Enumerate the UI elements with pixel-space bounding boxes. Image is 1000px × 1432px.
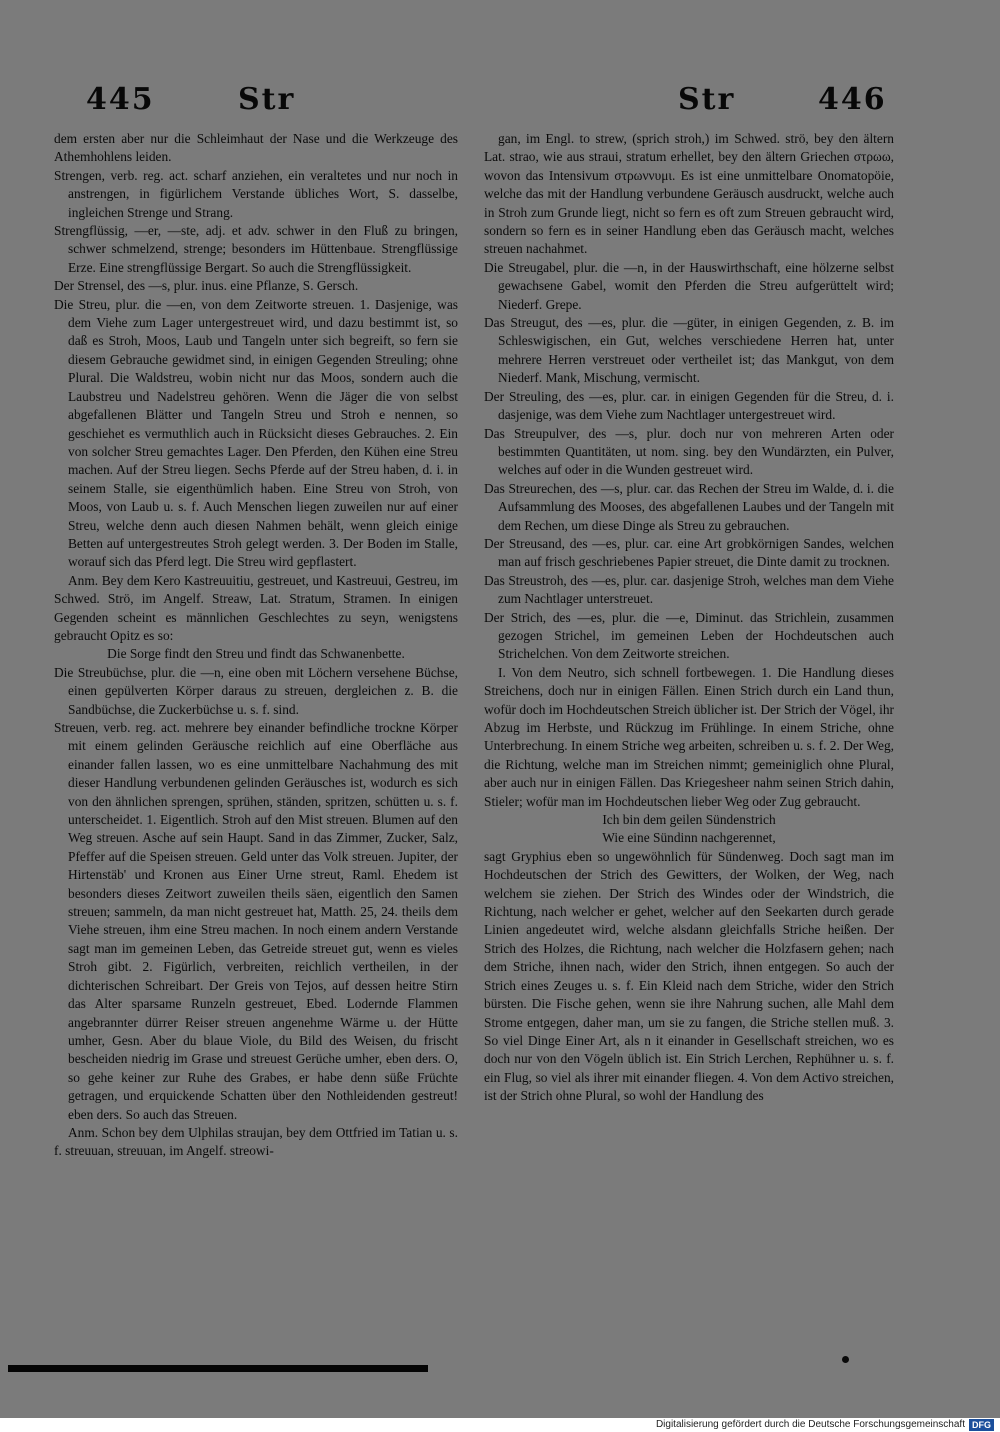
dfg-logo[interactable]: DFG	[969, 1419, 994, 1431]
paragraph: Strengflüssig, —er, —ste, adj. et adv. schwer in den Fluß zu bringen, schwer schmelzend, strenge; besonders im Hüttenbaue. Strengflüssige Erze. Eine strengflüssige Bergart. So auch die Strengflüssigkeit.	[54, 223, 458, 275]
paragraph: Das Streupulver, des —s, plur. doch nur von mehreren Arten oder bestimmten Quantitäten, ut nom. sing. bey den Wundärzten, ein Pulver, welches auf oder in die Wunden gestreuet wird.	[484, 425, 894, 478]
paragraph: Der Strensel, des —s, plur. inus. eine Pflanze, S. Gersch.	[54, 278, 359, 294]
paragraph: Der Streuling, des —es, plur. car. in einigen Gegenden für die Streu, d. i. dasjenige, was dem Viehe zum Nachtlager untergestreuet wird.	[484, 388, 894, 423]
paragraph: Anm. Bey dem Kero Kastreuuitiu, gestreuet, und Kastreuui, Gestreu, im Schwed. Strö, im Angelf. Streaw, Lat. Stratum, Stramen. In einigen Gegenden scheint es männlichen Geschlechtes zu seyn, wenigstens gebraucht Opitz es so:	[54, 572, 458, 643]
print-rule	[8, 1365, 428, 1372]
paragraph: Die Streugabel, plur. die —n, in der Hauswirthschaft, eine hölzerne selbst gewachsene Gabel, womit den Pferden die Streu aufgerüttelt wird; Niederf. Grepe.	[484, 259, 894, 312]
page-number-left: 445	[86, 82, 155, 117]
footer	[656, 1418, 994, 1432]
paragraph: Das Streurechen, des —s, plur. car. das Rechen der Streu im Walde, d. i. die Aufsammlung des Mooses, des abgefallenen Laubes und der Tangeln mit dem Rechen, um diese Dinge als Streu zu gebrauchen.	[484, 480, 894, 533]
paragraph: dem ersten aber nur die Schleimhaut der Nase und die Werkzeuge des Athemhohlens leiden.	[54, 131, 458, 165]
paragraph: I. Von dem Neutro, sich schnell fortbewegen. 1. Die Handlung dieses Streichens, doch nur in einigen Fällen. Einen Strich durch ein Land thun, wofür doch im Hochdeutschen Streich üblicher ist. Der Strich der Vögel, ihr Abzug im Herbste, und Rückzug im Frühlinge. In einem Striche, ohne Unterbrechung. In einem Striche weg arbeiten, schreiben u. s. f. 2. Der Weg, die Richtung, welche man im Streichen nimmt; gemeiniglich ohne Plural, aber auch nur in einigen Fällen. Das Kriegesheer nahm seinen Strich dahin, Stieler; wofür man im Hochdeutschen lieber Weg oder Zug gebraucht.	[484, 664, 894, 809]
paragraph: Der Strich, des —es, plur. die —e, Diminut. das Strichlein, zusammen gezogen Strichel, im gemeinen Leben der Hochdeutschen auch Strichelchen. Von dem Zeitworte streichen.	[484, 609, 894, 662]
left-column	[54, 130, 458, 1161]
right-column	[484, 130, 894, 1106]
running-head-right: Str	[678, 82, 736, 117]
running-head-left: Str	[238, 82, 296, 117]
paragraph: Der Streusand, des —es, plur. car. eine Art grobkörnigen Sandes, welchen man auf frisch geschriebenes Papier streuet, die Dinte damit zu trocknen.	[484, 535, 894, 570]
paragraph: gan, im Engl. to strew, (sprich stroh,) im Schwed. strö, bey den ältern Lat. strao, wie aus straui, stratum erhellet, bey den ältern Griechen στρωω, wovon das Intensivum στρωννυμι. Es ist eine unmittelbare Onomatopöie, welche das mit der Handlung verbundene Geräusch ausdruckt, welche auch in Stroh zum Grunde liegt, nicht so fern es oft zum Streuen gebraucht wird, sondern so fern es in seiner Handlung eben das Geräusch macht, welches streuen nachahmet.	[484, 131, 894, 257]
page-number-right: 446	[818, 82, 887, 117]
paragraph: Wie eine Sündinn nachgerennet,	[602, 830, 776, 846]
paragraph: Die Streubüchse, plur. die —n, eine oben mit Löchern versehene Büchse, einen gepülverten Körper daraus zu streuen, dergleichen z. B. die Sandbüchse, die Zuckerbüchse u. s. f. sind.	[54, 664, 458, 717]
paragraph: Anm. Schon bey dem Ulphilas straujan, bey dem Ottfried im Tatian u. s. f. streuuan, streuuan, im Angelf. streowi-	[54, 1124, 458, 1159]
footer-text: Digitalisierung gefördert durch die Deutsche Forschungsgemeinschaft	[655, 1419, 965, 1430]
paragraph: Strengen, verb. reg. act. scharf anziehen, ein veraltetes und nur noch in anstrengen, in figürlichem Verstande übliches Wort, S. dasselbe, ingleichen Strenge und Strang.	[54, 167, 458, 220]
paragraph: Ich bin dem geilen Sündenstrich	[602, 812, 776, 828]
paragraph: sagt Gryphius eben so ungewöhnlich für Sündenweg. Doch sagt man im Hochdeutschen der Strich des Gewitters, der Wolken, der Weg, nach welchem sie ziehen. Der Strich des Windes oder der Windstrich, die Richtung, nach welcher er gehet, welcher auf den Seekarten durch gerade Linien angedeutet wird, welche alsdann gleichfalls Striche heißen. Der Strich des Holzes, die Richtung, nach welcher die Holzfasern gehen; nach dem Striche, ihnen nach, wider den Strich, ihnen entgegen. So auch der Strich eines Zeuges u. s. f. Ein Kleid nach dem Striche, wider den Strich bürsten. Die Fische gehen, wenn sie ihre Nahrung suchen, alle Mahl dem Strome entgegen, daher man, um sie zu fangen, die Striche stellen muß. 3. So viel Dinge Einer Art, als n it einander in Gesellschaft streichen, wo es doch nur von den Vögeln üblich ist. Ein Strich Lerchen, Rephühner u. s. f. ein Flug, so viel als ihrer mit einander fliegen. 4. Von dem Activo streichen, ist der Strich ohne Plural, so wohl der Handlung des	[484, 848, 894, 1104]
paragraph: Die Sorge findt den Streu und findt das Schwanenbette.	[107, 646, 405, 662]
paragraph: Streuen, verb. reg. act. mehrere bey einander befindliche trockne Körper mit einem gelinden Geräusche reichlich auf eine Oberfläche aus einander fallen lassen, wo es eine unmittelbare Nachahmung des mit dieser Handlung verbundenen gelinden Geräusches ist, wodurch es sich von den ähnlichen sprengen, sprühen, ständen, spritzen, schütten u. s. f. unterscheidet. 1. Eigentlich. Stroh auf den Mist streuen. Blumen auf den Weg streuen. Asche auf sein Haupt. Sand in das Zimmer, Zucker, Salz, Pfeffer auf die Speisen streuen. Geld unter das Volk streuen. Jupiter, der Hirtenstäb' und Kronen aus Einer Urne streut, Raml. Ehedem ist besonders dieses Zeitwort zuweilen theils säen, eigentlich den Samen streuen; sammeln, da man nicht gestreuet hat, Matth. 25, 24. theils dem Viehe streuen, ihm eine Streu machen. In noch einem andern Verstande sagt man im gemeinen Leben, das Getreide streuet gut, wenn es vieles Stroh gibt. 2. Figürlich, verbreiten, reichlich vertheilen, in der dichterischen Schreibart. Der Greis von Tejos, auf dessen heitre Stirn das Alter sparsame Runzeln gestreuet, Ebed. Lodernde Flammen angebrannter dürrer Reiser streuen angenehme Wärme u. der Hütte umher, Gesn. Aber du blaue Viole, du Bild des Weisen, du frischt bescheiden niedrig im Grase und streuest Gerüche umher, eben ders. O, so gehe keiner zur Ruhe des Grabes, er habe denn süße Früchte getragen, und erquickende Schatten über den Nothleidenden gestreut! eben ders. So auch das Streuen.	[54, 720, 458, 1122]
paragraph: Das Streustroh, des —es, plur. car. dasjenige Stroh, welches man dem Viehe zum Nachtlager unterstreuet.	[484, 572, 894, 607]
paragraph: Das Streugut, des —es, plur. die —güter, in einigen Gegenden, z. B. im Schleswigischen, ein Gut, welches verschiedene Herren hat, unter mehrere Herren verstreuet oder vertheilet ist; das Mankgut, von dem Niederf. Mank, Mischung, vermischt.	[484, 315, 894, 386]
paragraph: Die Streu, plur. die —en, von dem Zeitworte streuen. 1. Dasjenige, was dem Viehe zum Lager untergestreuet wird, und dazu bestimmt ist, so daß es Stroh, Moos, Laub und Tangeln unter sich begreift, so fern sie diesem Gebrauche gewidmet sind, in einigen Gegenden Streuling; ohne Plural. Die Waldstreu, wobin nicht nur das Moos, sondern auch die Laubstreu und Nadelstreu gehören. Wenn die Jäger die von selbst abgefallenen Blätter und Tangeln Streu und Stroh e nennen, so geschiehet es vermuthlich auch in Rücksicht dieses Gebrauches. 2. Ein von solcher Streu gemachtes Lager. Den Pferden, den Kühen eine Streu machen. Auf der Streu liegen. Sechs Pferde auf der Streu haben, d. i. in seinem Stalle, sie eigenthümlich haben. Eine Streu von Stroh, von Moos, von Laub u. s. f. Auch Menschen liegen zuweilen nur auf einer Streu, welche denn auch diesen Nahmen behält, wenn gleich einige Betten auf untergestreutes Stroh gelegt werden. 3. Der Boden im Stalle, worauf sich das Pferd legt. Die Streu wird gepflastert.	[54, 296, 458, 570]
ink-speck	[842, 1356, 849, 1363]
